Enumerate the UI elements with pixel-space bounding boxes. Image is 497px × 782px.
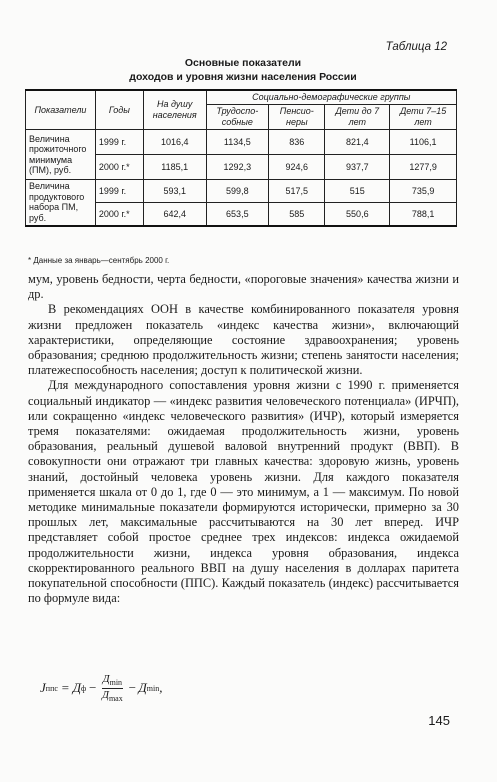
cell-pensioners: 517,5: [269, 180, 325, 203]
formula-numerator: $Д_{min}$: [102, 673, 123, 688]
formula-fraction: [102, 673, 123, 702]
formula-comma: ,: [159, 680, 163, 695]
formula: [40, 664, 162, 712]
cell-children-under7: 550,6: [325, 203, 390, 226]
formula-minus: −: [88, 680, 97, 695]
cell-per-capita: 1185,1: [143, 155, 206, 180]
formula-d-tail: Д: [138, 680, 147, 695]
header-per-capita: На душу населения: [143, 90, 206, 130]
cell-working: 599,8: [206, 180, 269, 203]
header-years: Годы: [95, 90, 143, 130]
formula-lhs-sub: ппс: [45, 683, 58, 693]
paragraph: Для международного сопоставления уровня жизни с 1990 г. применяется социальный индикатор — «индекс развития человеческого потенциала» (ИРЧП), или сокращенно «индекс человеческого развития» (ИЧР), который измеряется тремя показателями: ожидаемая продолжительность жизни, уровень образования, реальный душевой валовой внутренний продукт (ВВП). В совокупности они отражают три главных качества: здоровую жизнь, уровень знаний, достойный человека уровень жизни. Для каждого показателя применяется шкала от 0 до 1, где 0 — это минимум, а 1 — максимум. По новой методике минимальные показатели формируются исторически, примерно за 30 прошлых лет, максимальные рассчитываются на 30 лет вперед. ИЧР представляет собой простое среднее трех индексов: индекса ожидаемой продолжительности жизни, индекса уровня образования, индекса скорректированного реального ВВП на душу населения в долларах паритета покупательной способности (ППС). Каждый показатель (индекс) рассчитывается по формуле вида:: [28, 378, 459, 606]
formula-lhs: J: [40, 680, 46, 695]
cell-per-capita: 593,1: [143, 180, 206, 203]
table-row: [26, 130, 457, 155]
table-number-label: Таблица 12: [385, 41, 447, 53]
header-children-under7: Дети до 7 лет: [325, 105, 390, 130]
header-children-7-15: Дети 7–15 лет: [390, 105, 457, 130]
cell-working: 1292,3: [206, 155, 269, 180]
formula-minus-2: −: [127, 680, 137, 695]
table-title-line2: доходов и уровня жизни населения России: [129, 71, 357, 83]
cell-year: 2000 г.*: [95, 155, 143, 180]
paragraph: В рекомендациях ООН в качестве комбинированного показателя уровня жизни предложен показатель «индекс качества жизни», включающий характеристики, определяющие состояние здравоохранения; уровень образования; среднюю продолжительность жизни; степень занятости населения; платежеспособность населения; доступ к политической жизни.: [28, 302, 459, 378]
table-footnote: * Данные за январь—сентябрь 2000 г.: [28, 256, 170, 265]
formula-equals: =: [60, 680, 70, 695]
table-title-line1: Основные показатели: [184, 57, 302, 69]
cell-working: 1134,5: [206, 130, 269, 155]
cell-children-under7: 515: [325, 180, 390, 203]
cell-children-under7: 821,4: [325, 130, 390, 155]
page-number: 145: [428, 713, 450, 728]
formula-denominator: $Д_{max}$: [101, 688, 123, 703]
cell-children-7-15: 788,1: [390, 203, 457, 226]
header-row: [26, 90, 457, 105]
cell-pensioners: 585: [269, 203, 325, 226]
row-indicator: Величина прожиточного минимума (ПМ), руб.: [26, 130, 96, 180]
cell-working: 653,5: [206, 203, 269, 226]
table-title: [28, 56, 458, 84]
paragraph: мум, уровень бедности, черта бедности, «пороговые значения» качества жизни и др.: [28, 272, 459, 302]
cell-pensioners: 924,6: [269, 155, 325, 180]
cell-per-capita: 1016,4: [143, 130, 206, 155]
header-indicators: Показатели: [26, 90, 96, 130]
formula-tail-sub: min: [146, 683, 160, 693]
formula-d: Д: [72, 680, 81, 695]
cell-per-capita: 642,4: [143, 203, 206, 226]
cell-year: 1999 г.: [95, 180, 143, 203]
header-working: Трудоспо-собные: [206, 105, 269, 130]
table-row: [26, 180, 457, 203]
cell-children-7-15: 735,9: [390, 180, 457, 203]
cell-children-under7: 937,7: [325, 155, 390, 180]
row-indicator: Величина продуктового набора ПМ, руб.: [26, 180, 96, 226]
formula-d-sub: ф: [80, 683, 87, 693]
header-pensioners: Пенсио-неры: [269, 105, 325, 130]
header-groups: Социально-демографические группы: [206, 90, 456, 105]
cell-year: 1999 г.: [95, 130, 143, 155]
income-indicators-table: [25, 89, 457, 227]
cell-children-7-15: 1277,9: [390, 155, 457, 180]
cell-year: 2000 г.*: [95, 203, 143, 226]
body-text: [28, 272, 459, 606]
cell-children-7-15: 1106,1: [390, 130, 457, 155]
cell-pensioners: 836: [269, 130, 325, 155]
